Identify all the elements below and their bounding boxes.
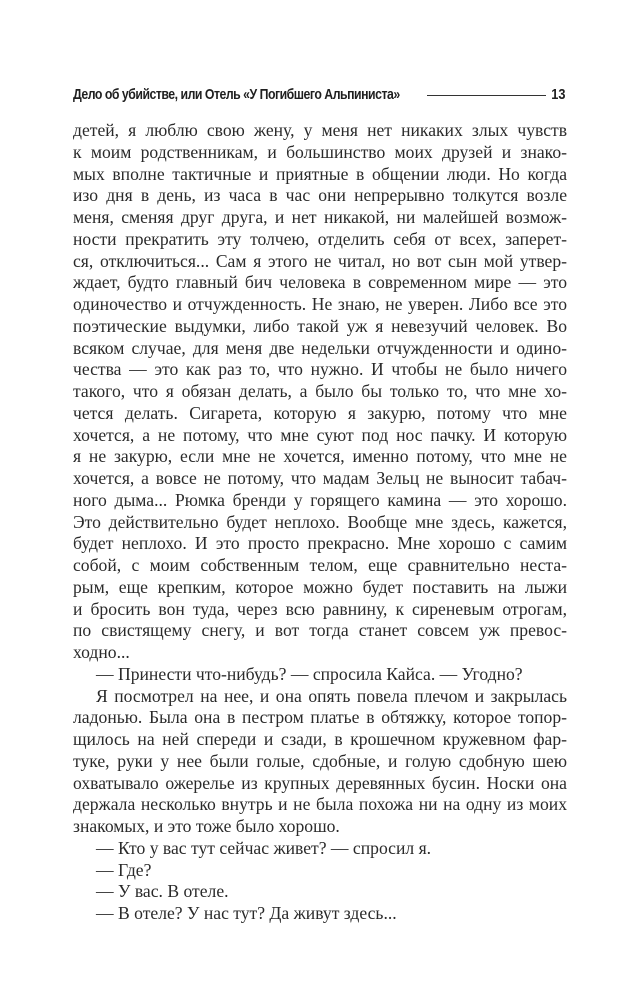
text-line: — Кто у вас тут сейчас живет? — спросил я. (96, 837, 432, 858)
text-line: ся, отключиться... Сам я этого не читал, но вот сын мой утвер- (73, 250, 567, 271)
text-line: детей, я люблю свою жену, у меня нет никаких злых чувств (73, 120, 567, 140)
text-line: хочется, а вовсе не потому, что мадам Зельц не выносит табач- (73, 468, 567, 488)
text-line: по свистящему снегу, и вот тогда станет совсем уж превос- (73, 620, 567, 641)
text-line: держала несколько внутрь и не была похожа ни на одну из моих (73, 794, 567, 815)
text-line: ждает, будто главный бич человека в современном мире — это (73, 272, 567, 293)
text-line: ладонью. Была она в пестром платье в обтяжку, которое топор- (73, 707, 567, 728)
text-line: и бросить вон туда, через всю равнину, к сиреневым отрогам, (73, 598, 567, 619)
text-line: Это действительно будет неплохо. Вообще мне здесь, кажется, (73, 511, 567, 532)
running-header (73, 83, 567, 105)
book-title: Дело об убийстве, или Отель «У Погибшего Альпиниста» (73, 85, 400, 103)
text-line: щилось на ней спереди и сзади, в крошечном кружевном фар- (73, 729, 567, 749)
text-line: к моим родственникам, и большинство моих друзей и знако- (73, 141, 567, 162)
text-line: собой, с моим собственным телом, еще сравнительно неста- (73, 555, 567, 575)
page-number: 13 (551, 85, 566, 103)
text-line: одиночество и отчужденность. Не знаю, не уверен. Либо все это (73, 294, 567, 314)
text-line: — Принести что-нибудь? — спросила Кайса. — Угодно? (96, 663, 523, 684)
text-line: чества — это как раз то, что нужно. И чтобы не было ничего (73, 359, 567, 380)
text-line: ности прекратить эту толчею, отделить себя от всех, заперет- (73, 228, 567, 249)
text-line: мых вполне тактичные и приятные в общении люди. Но когда (73, 163, 567, 184)
text-line: рым, еще крепким, которое можно будет поставить на лыжи (73, 576, 567, 597)
text-line: Я посмотрел на нее, и она опять повела плечом и закрылась (96, 685, 567, 706)
text-line: — В отеле? У нас тут? Да живут здесь... (96, 903, 397, 923)
text-line: туке, руки у нее были голые, сдобные, и голую сдобную шею (73, 750, 567, 771)
text-line: изо дня в день, из часа в час они непрерывно толкутся возле (73, 185, 567, 206)
text-line: будет неплохо. И это просто прекрасно. Мне хорошо с самим (73, 533, 567, 554)
text-line: всяком случае, для меня две недельки отчужденности и одино- (73, 337, 567, 358)
text-line: — У вас. В отеле. (96, 881, 229, 902)
text-line: ного дыма... Рюмка бренди у горящего камина — это хорошо. (73, 489, 567, 510)
text-line: — Где? (96, 859, 152, 880)
text-line: поэтические выдумки, либо такой уж я невезучий человек. Во (73, 315, 567, 336)
text-line: хочется, а не потому, что мне суют под нос пачку. И которую (73, 424, 567, 445)
text-line: чется делать. Сигарета, которую я закурю, потому что мне (73, 402, 567, 423)
header-rule (427, 95, 546, 96)
text-line: знакомых, и это тоже было хорошо. (73, 816, 340, 836)
text-line: меня, сменяя друг друга, и нет никакой, ни малейшей возмож- (73, 207, 567, 227)
page-body (73, 120, 567, 925)
text-line: я не закурю, если мне не хочется, именно потому, что мне не (73, 446, 567, 467)
text-line: такого, что я обязан делать, а было бы только то, что мне хо- (73, 381, 567, 401)
text-line: охватывало ожерелье из крупных деревянных бусин. Носки она (73, 772, 567, 793)
text-line: ходно... (73, 642, 130, 662)
